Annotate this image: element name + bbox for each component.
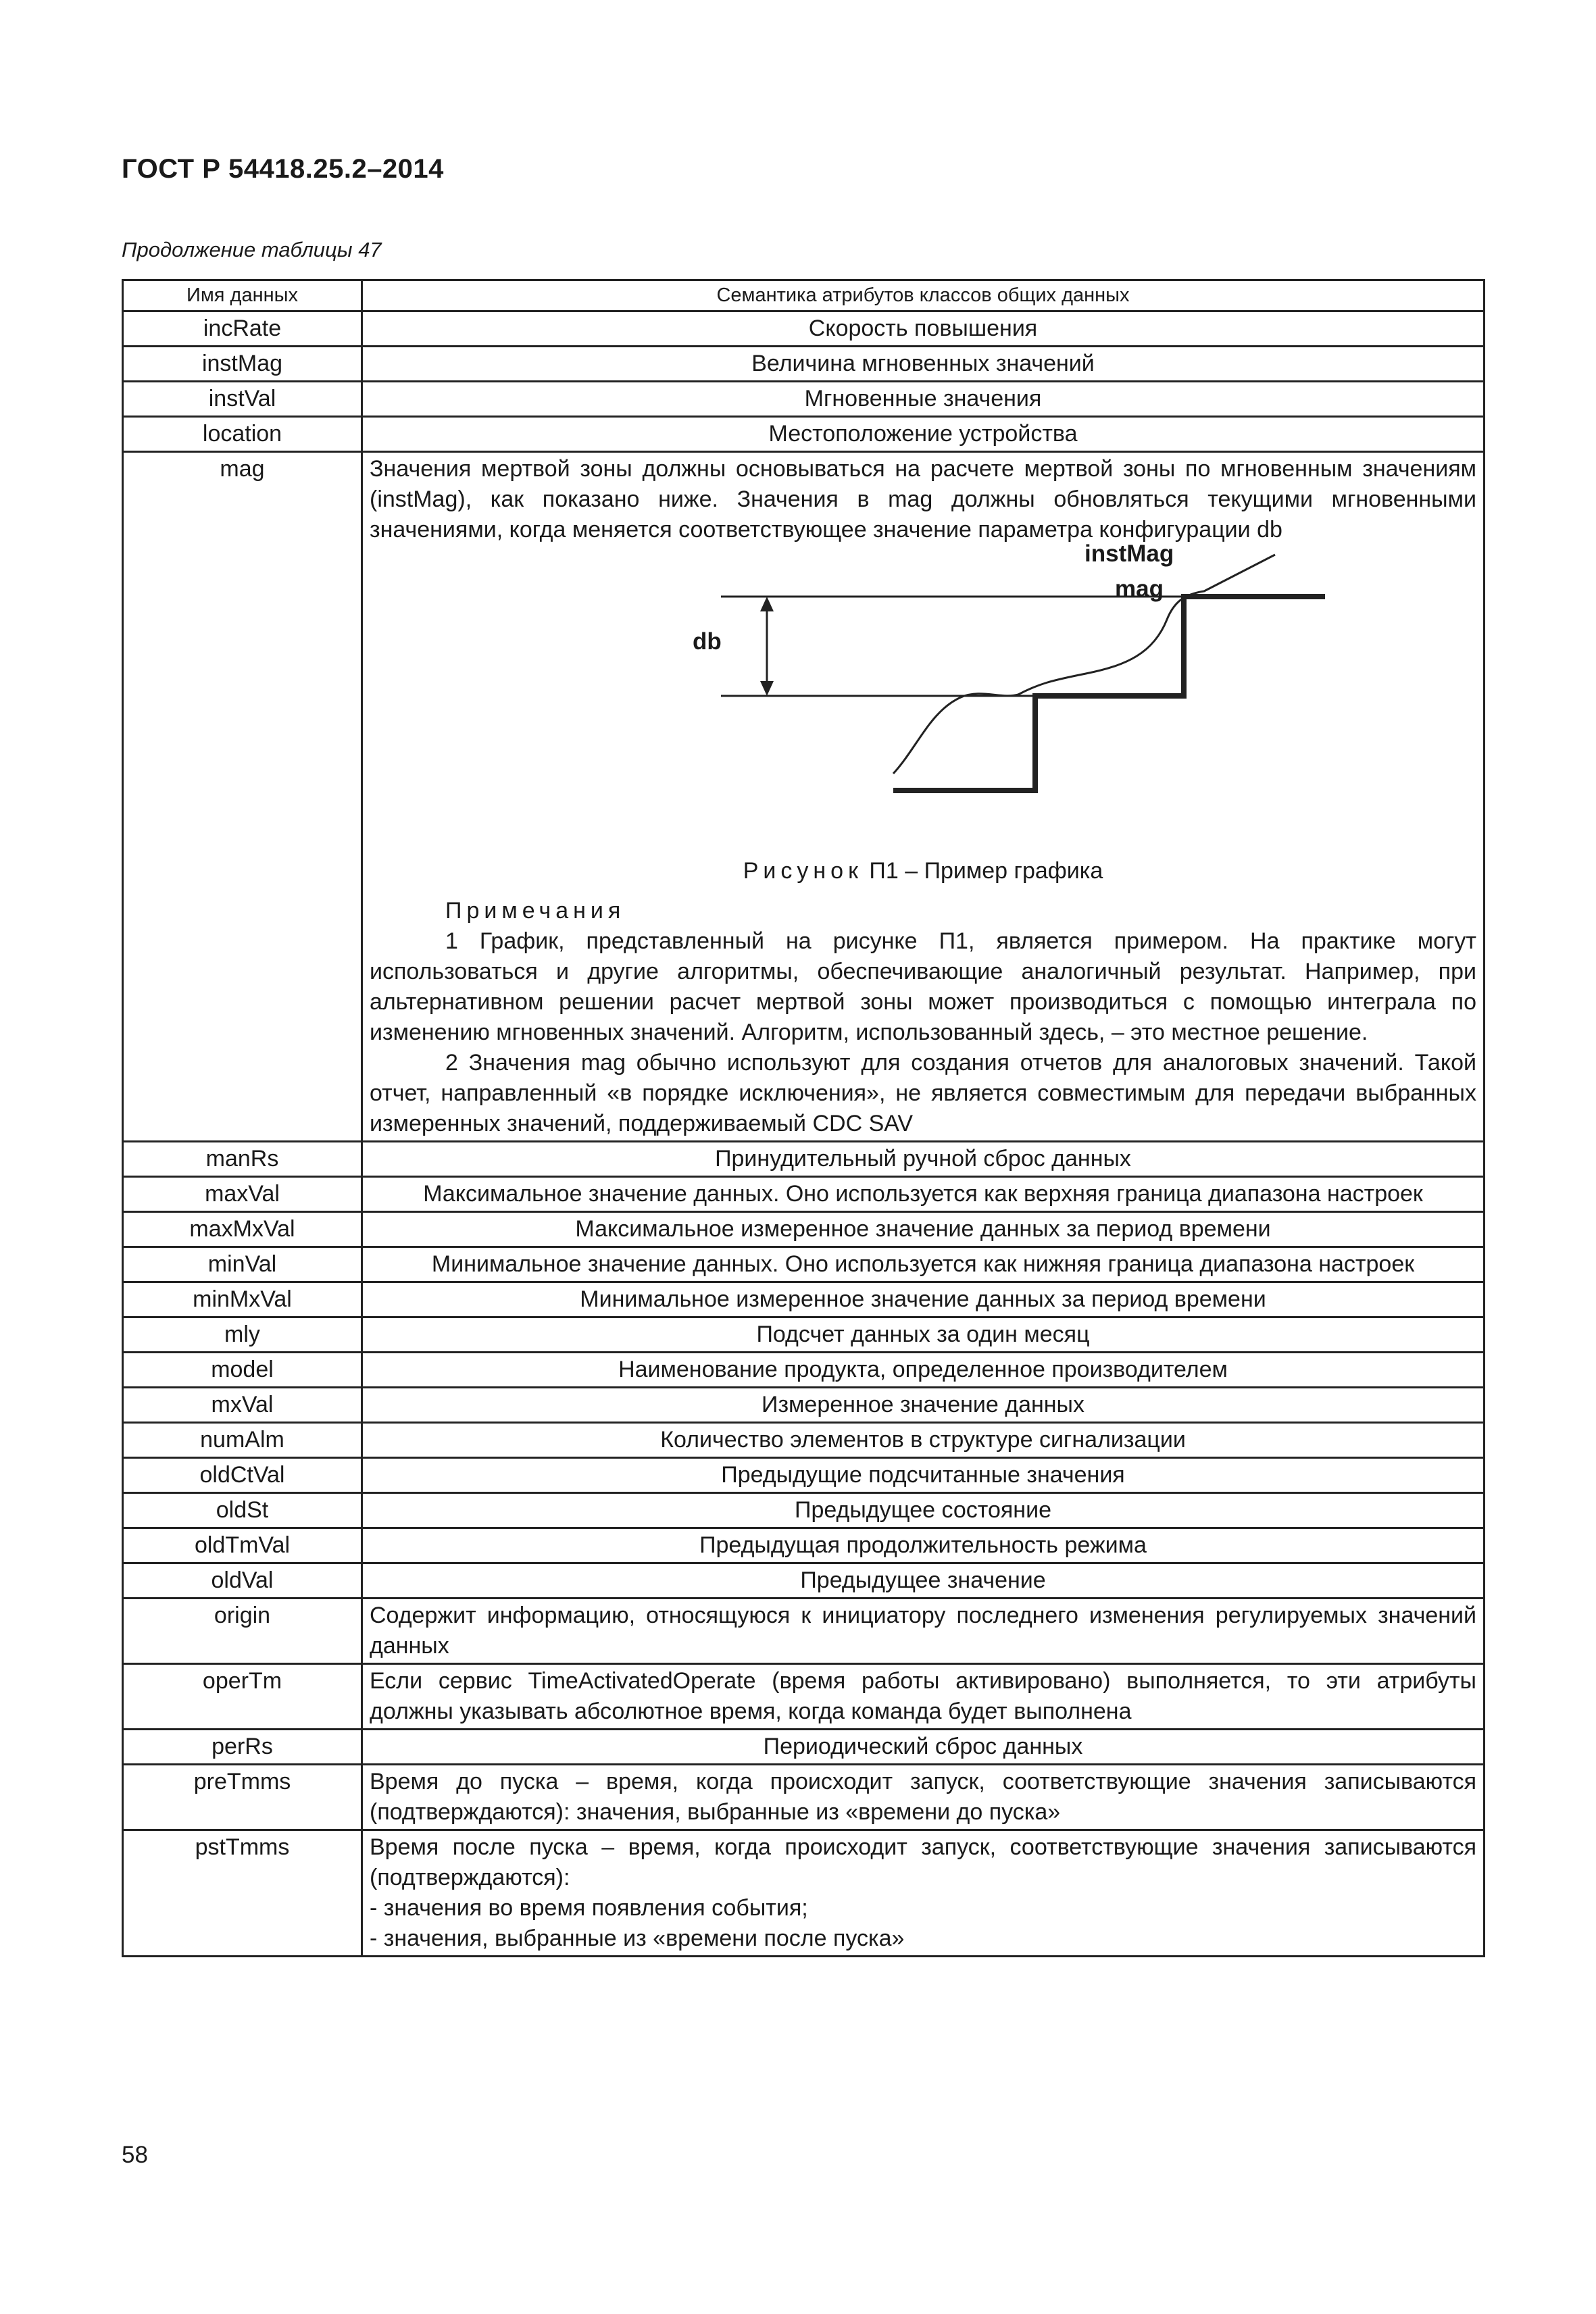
table-row <box>123 1563 1485 1599</box>
table-row-mag <box>123 452 1485 1142</box>
cell-name: oldSt <box>123 1493 362 1528</box>
cell-name: perRs <box>123 1730 362 1765</box>
db-arrow-head-up <box>760 597 774 611</box>
document-header: ГОСТ Р 54418.25.2–2014 <box>122 154 444 184</box>
cell-name: oldTmVal <box>123 1528 362 1563</box>
cell-name: mag <box>123 452 362 1142</box>
figure-p1 <box>370 540 1476 856</box>
cell-desc-mag <box>362 452 1485 1142</box>
cell-name: mxVal <box>123 1388 362 1423</box>
cell-desc-pstTmms <box>362 1830 1485 1957</box>
mag-step-line <box>893 597 1325 790</box>
table-row <box>123 1599 1485 1664</box>
cell-name: minMxVal <box>123 1282 362 1317</box>
column-header-semantics: Семантика атрибутов классов общих данных <box>362 280 1485 311</box>
db-arrow-head-down <box>760 681 774 696</box>
table-caption: Продолжение таблицы 47 <box>122 238 382 261</box>
pstTmms-line-1: Время после пуска – время, когда происходит запуск, соответствующие значения записываются (подтверждаются): <box>370 1834 1476 1890</box>
table-row <box>123 1830 1485 1957</box>
table-row <box>123 417 1485 452</box>
cell-desc: Количество элементов в структуре сигнализации <box>362 1423 1485 1458</box>
cell-name: maxVal <box>123 1177 362 1212</box>
notes-title: Примечания <box>445 898 626 924</box>
table-row <box>123 1177 1485 1212</box>
cell-desc: Предыдущее значение <box>362 1563 1485 1599</box>
table-row <box>123 311 1485 347</box>
instmag-curve <box>893 555 1275 774</box>
figure-caption-text: П1 – Пример графика <box>862 858 1103 884</box>
table-row <box>123 1247 1485 1282</box>
table-row <box>123 1388 1485 1423</box>
cell-name: instMag <box>123 347 362 382</box>
table-row <box>123 1493 1485 1528</box>
table-row <box>123 1730 1485 1765</box>
cell-desc: Максимальное значение данных. Оно используется как верхняя граница диапазона настроек <box>362 1177 1485 1212</box>
cell-name: model <box>123 1353 362 1388</box>
cell-desc: Наименование продукта, определенное производителем <box>362 1353 1485 1388</box>
cell-name: location <box>123 417 362 452</box>
cell-name: maxMxVal <box>123 1212 362 1247</box>
cell-desc: Предыдущее состояние <box>362 1493 1485 1528</box>
cell-desc: Время до пуска – время, когда происходит запуск, соответствующие значения записываются (подтверждаются): значения, выбранные из «времени до пуска» <box>362 1765 1485 1830</box>
cell-desc: Измеренное значение данных <box>362 1388 1485 1423</box>
cell-desc: Подсчет данных за один месяц <box>362 1317 1485 1353</box>
cell-name: numAlm <box>123 1423 362 1458</box>
cell-name: incRate <box>123 311 362 347</box>
cell-desc: Предыдущая продолжительность режима <box>362 1528 1485 1563</box>
column-header-name: Имя данных <box>123 280 362 311</box>
table-row <box>123 382 1485 417</box>
cell-name: operTm <box>123 1664 362 1730</box>
cell-desc: Максимальное измеренное значение данных за период времени <box>362 1212 1485 1247</box>
cell-name: pstTmms <box>123 1830 362 1957</box>
attributes-table <box>122 279 1485 1957</box>
cell-name: origin <box>123 1599 362 1664</box>
cell-desc: Минимальное значение данных. Оно используется как нижняя граница диапазона настроек <box>362 1247 1485 1282</box>
cell-name: preTmms <box>123 1765 362 1830</box>
cell-desc: Мгновенные значения <box>362 382 1485 417</box>
cell-name: mly <box>123 1317 362 1353</box>
cell-name: oldCtVal <box>123 1458 362 1493</box>
pstTmms-line-2: - значения во время появления события; <box>370 1895 808 1921</box>
table-row <box>123 1765 1485 1830</box>
table-row <box>123 1353 1485 1388</box>
figure-caption <box>370 856 1476 886</box>
table-row <box>123 1528 1485 1563</box>
cell-desc: Минимальное измеренное значение данных за период времени <box>362 1282 1485 1317</box>
cell-desc: Содержит информацию, относящуюся к инициатору последнего изменения регулируемых значений данных <box>362 1599 1485 1664</box>
table-row <box>123 1142 1485 1177</box>
note-2: 2 Значения mag обычно используют для создания отчетов для аналоговых значений. Такой отчет, направленный «в порядке исключения», не является совместимым для передачи выбранных измеренных значений, поддерживаемый CDC SAV <box>370 1050 1476 1136</box>
cell-name: instVal <box>123 382 362 417</box>
cell-desc: Скорость повышения <box>362 311 1485 347</box>
table-header-row <box>123 280 1485 311</box>
cell-desc: Величина мгновенных значений <box>362 347 1485 382</box>
page-number: 58 <box>122 2142 148 2168</box>
label-instmag: instMag <box>1084 540 1174 567</box>
figure-caption-prefix: Рисунок <box>743 858 863 884</box>
cell-desc: Местоположение устройства <box>362 417 1485 452</box>
deadband-graph <box>370 545 1596 856</box>
cell-name: oldVal <box>123 1563 362 1599</box>
table-row <box>123 1423 1485 1458</box>
cell-desc: Предыдущие подсчитанные значения <box>362 1458 1485 1493</box>
table-row <box>123 1317 1485 1353</box>
table-row <box>123 1458 1485 1493</box>
table-row <box>123 1664 1485 1730</box>
cell-name: manRs <box>123 1142 362 1177</box>
mag-intro: Значения мертвой зоны должны основываться на расчете мертвой зоны по мгновенным значениям (instMag), как показано ниже. Значения в mag должны обновляться текущими мгновенными значениями, когда меняется соответствующее значение параметра конфигурации db <box>370 456 1476 543</box>
note-1: 1 График, представленный на рисунке П1, является примером. На практике могут использоваться и другие алгоритмы, обеспечивающие аналогичный результат. Например, при альтернативном решении расчет мертвой зоны может производиться с помощью интеграла по изменению мгновенных значений. Алгоритм, использованный здесь, – это местное решение. <box>370 928 1476 1045</box>
pstTmms-line-3: - значения, выбранные из «времени после пуска» <box>370 1926 905 1951</box>
table-row <box>123 1212 1485 1247</box>
cell-desc: Если сервис TimeActivatedOperate (время работы активировано) выполняется, то эти атрибуты должны указывать абсолютное время, когда команда будет выполнена <box>362 1664 1485 1730</box>
cell-desc: Периодический сброс данных <box>362 1730 1485 1765</box>
cell-name: minVal <box>123 1247 362 1282</box>
table-row <box>123 347 1485 382</box>
label-mag: mag <box>1115 576 1164 602</box>
label-db: db <box>693 628 722 655</box>
table-row <box>123 1282 1485 1317</box>
cell-desc: Принудительный ручной сброс данных <box>362 1142 1485 1177</box>
